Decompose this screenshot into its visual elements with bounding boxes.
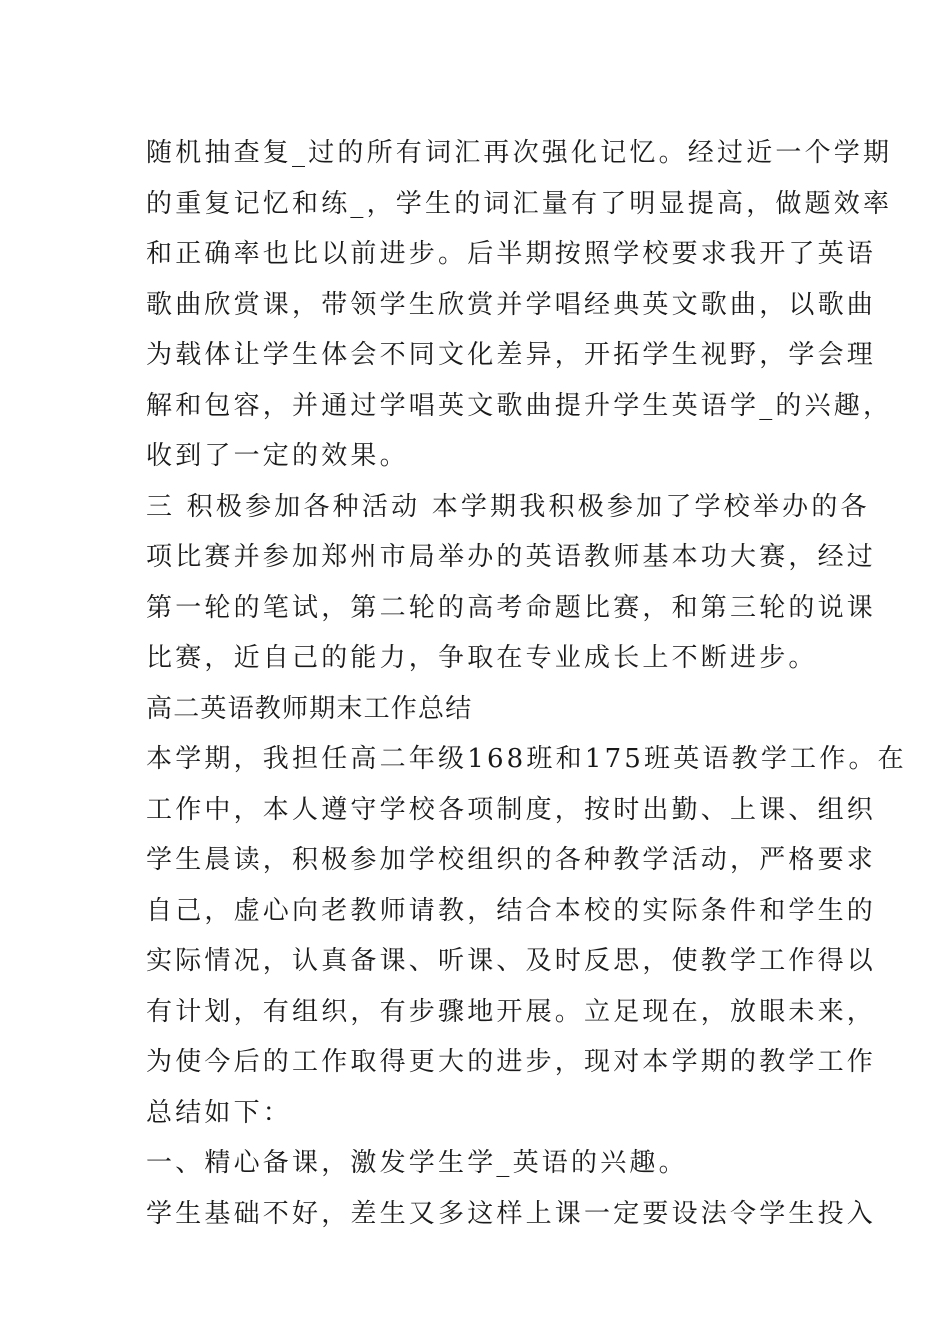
section-heading-activities: 三 积极参加各种活动 本学期我积极参加了学校举办的各 [146, 491, 870, 522]
text-line: 的重复记忆和练_，学生的词汇量有了明显提高，做题效率 [146, 188, 893, 219]
text-line: 收到了一定的效果。 [146, 441, 409, 471]
text-line: 学生基础不好，差生又多这样上课一定要设法令学生投入 [146, 1198, 877, 1229]
text-line: 歌曲欣赏课，带领学生欣赏并学唱经典英文歌曲，以歌曲 [146, 289, 877, 320]
text-line: 有计划，有组织，有步骤地开展。立足现在，放眼未来， [146, 996, 877, 1027]
document-body [146, 128, 907, 1239]
text-line: 项比赛并参加郑州市局举办的英语教师基本功大赛，经过 [146, 542, 877, 572]
text-line: 实际情况，认真备课、听课、及时反思，使教学工作得以 [146, 946, 877, 976]
text-line: 本学期，我担任高二年级168班和175班英语教学工作。在 [146, 744, 907, 774]
text-line: 解和包容，并通过学唱英文歌曲提升学生英语学_的兴趣， [146, 390, 893, 421]
text-line: 随机抽查复_过的所有词汇再次强化记忆。经过近一个学期 [146, 138, 893, 168]
text-line: 和正确率也比以前进步。后半期按照学校要求我开了英语 [146, 239, 877, 269]
section-heading-lesson-prep: 一、精心备课，激发学生学_英语的兴趣。 [146, 1148, 688, 1178]
text-line: 比赛，近自己的能力，争取在专业成长上不断进步。 [146, 643, 818, 673]
text-line: 为载体让学生体会不同文化差异，开拓学生视野，学会理 [146, 340, 877, 370]
document-title: 高二英语教师期末工作总结 [146, 693, 473, 724]
text-line: 为使今后的工作取得更大的进步，现对本学期的教学工作 [146, 1047, 877, 1077]
text-line: 第一轮的笔试，第二轮的高考命题比赛，和第三轮的说课 [146, 592, 877, 623]
text-line: 学生晨读，积极参加学校组织的各种教学活动，严格要求 [146, 845, 877, 875]
text-line: 工作中，本人遵守学校各项制度，按时出勤、上课、组织 [146, 794, 877, 825]
text-line: 自己，虚心向老教师请教，结合本校的实际条件和学生的 [146, 895, 877, 926]
text-line: 总结如下： [146, 1097, 293, 1128]
